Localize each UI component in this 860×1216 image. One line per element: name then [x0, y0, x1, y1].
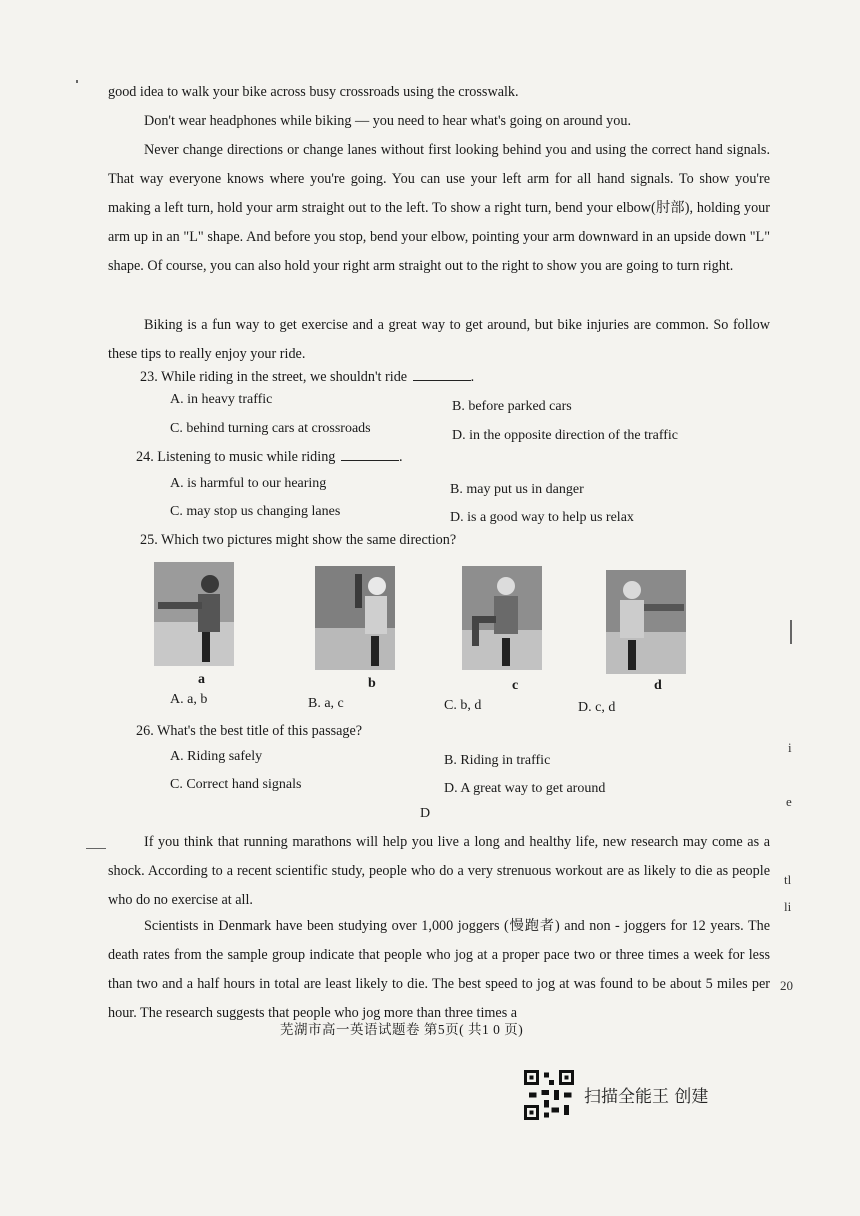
question-stem: Which two pictures might show the same direction? — [161, 532, 457, 548]
option-24-b: B. may put us in danger — [450, 482, 584, 497]
picture-label-d: d — [654, 678, 662, 693]
question-stem: Listening to music while riding — [157, 449, 336, 465]
passage-d-paragraph-2: Scientists in Denmark have been studying over 1,000 joggers (慢跑者) and non - joggers for 12 years. The death rates from the sample group indicate that people who jog at a proper pace two or three times a week for less than two and a half hours in total are least likely to die. The best speed to jog at was found to be about 5 miles per hour. The research suggests that people who jog more than three times a — [108, 918, 770, 1021]
edge-fragment: tl — [784, 872, 792, 887]
scan-mark — [76, 80, 78, 83]
option-25-c: C. b, d — [444, 698, 482, 713]
question-number: 24. — [136, 449, 154, 465]
option-23-b: B. before parked cars — [452, 399, 572, 414]
option-23-c: C. behind turning cars at crossroads — [170, 421, 371, 436]
question-23 — [140, 366, 474, 387]
answer-blank — [341, 446, 399, 461]
scan-mark — [790, 620, 792, 644]
question-stem: What's the best title of this passage? — [157, 723, 363, 739]
option-23-d: D. in the opposite direction of the traffic — [452, 428, 679, 443]
picture-label-b: b — [368, 676, 376, 691]
page-footer: 芜湖市高一英语试题卷 第5页( 共1 0 页) — [280, 1022, 524, 1037]
edge-fragment: i — [788, 740, 792, 755]
option-26-d: D. A great way to get around — [444, 781, 606, 796]
option-25-d: D. c, d — [578, 700, 616, 715]
passage-c-paragraph-3: Never change directions or change lanes without first looking behind you and using the correct hand signals. That way everyone knows where you're going. You can use your left arm for all hand signals. To show you're making a left turn, hold your arm straight out to the left. To show a right turn, bend your elbow(肘部), holding your arm up in an "L" shape. And before you stop, bend your elbow, pointing your arm downward in an upside down "L" shape. Of course, you can also hold your right arm straight out to the right to show you are going to turn right. — [108, 142, 770, 274]
question-number: 26. — [136, 723, 154, 739]
option-26-b: B. Riding in traffic — [444, 753, 551, 768]
edge-fragment: 20 — [780, 978, 793, 993]
cyclist-photo-d — [606, 570, 686, 674]
section-d-heading: D — [420, 806, 431, 821]
option-24-a: A. is harmful to our hearing — [170, 476, 327, 491]
option-25-b: B. a, c — [308, 696, 344, 711]
picture-c-cyclist-photo — [462, 566, 542, 670]
edge-fragment: li — [784, 899, 792, 914]
option-26-a: A. Riding safely — [170, 749, 263, 764]
passage-c-paragraph-2: Don't wear headphones while biking — you need to hear what's going on around you. — [144, 113, 631, 129]
passage-c-paragraph-4: Biking is a fun way to get exercise and a great way to get around, but bike injuries are common. So follow these tips to really enjoy your ride. — [108, 317, 770, 362]
scan-mark — [86, 848, 106, 849]
question-end: . — [470, 369, 475, 385]
edge-fragment: e — [786, 794, 792, 809]
question-26 — [136, 721, 362, 741]
qr-code-graphic — [524, 1070, 574, 1120]
answer-blank — [413, 366, 471, 381]
qr-code-icon — [524, 1070, 574, 1125]
option-23-a: A. in heavy traffic — [170, 392, 273, 407]
passage-d-paragraph-1: If you think that running marathons will help you live a long and healthy life, new research may come as a shock. According to a recent scientific study, people who do a very strenuous workout are as likely to die as people who do no exercise at all. — [108, 834, 770, 908]
option-24-c: C. may stop us changing lanes — [170, 504, 341, 519]
question-number: 23. — [140, 369, 158, 385]
question-24 — [136, 446, 403, 467]
cyclist-photo-b — [315, 566, 395, 670]
picture-a-cyclist-photo — [154, 562, 234, 666]
option-25-a: A. a, b — [170, 692, 208, 707]
passage-c-paragraph-1: good idea to walk your bike across busy crossroads using the crosswalk. — [108, 84, 519, 100]
cyclist-photo-c — [462, 566, 542, 670]
picture-b-cyclist-photo — [315, 566, 395, 670]
picture-label-a: a — [198, 672, 205, 687]
question-stem: While riding in the street, we shouldn't ride — [161, 369, 408, 385]
question-number: 25. — [140, 532, 158, 548]
option-26-c: C. Correct hand signals — [170, 777, 302, 792]
question-end: . — [398, 449, 403, 465]
picture-d-cyclist-photo — [606, 570, 686, 674]
option-24-d: D. is a good way to help us relax — [450, 510, 634, 525]
picture-label-c: c — [512, 678, 519, 693]
question-25 — [140, 530, 456, 550]
scanner-watermark-text: 扫描全能王 创建 — [584, 1087, 709, 1107]
cyclist-photo-a — [154, 562, 234, 666]
